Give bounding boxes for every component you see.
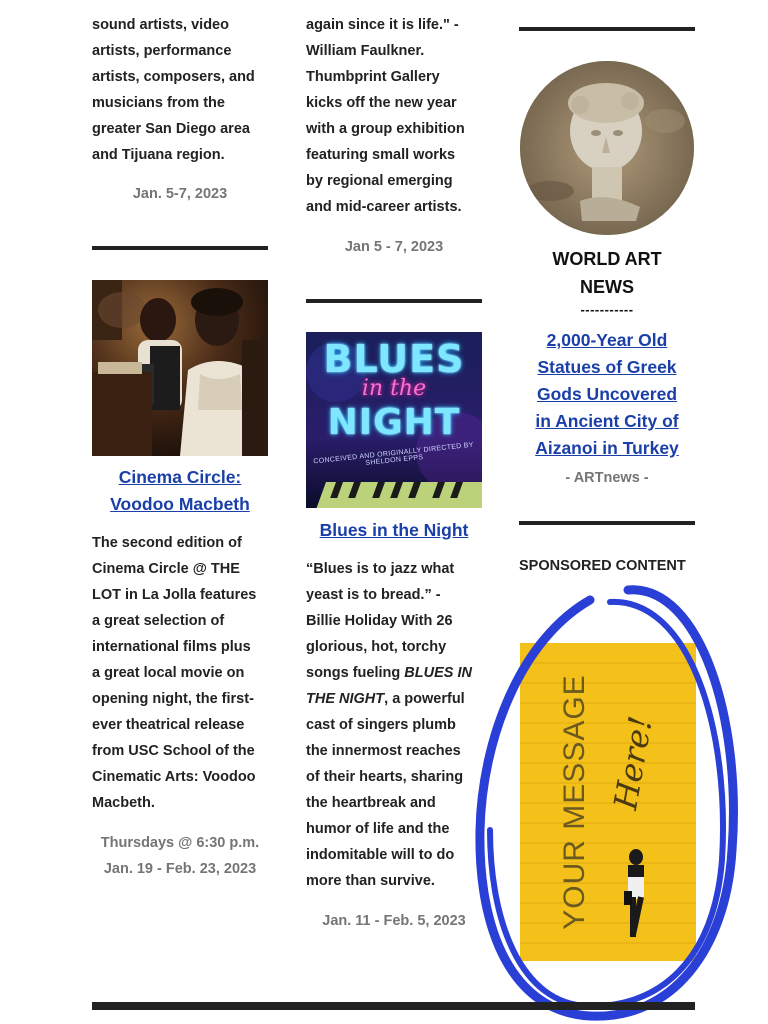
text-line: opening night, the first-: [92, 691, 254, 707]
emphasized-title: THE NIGHT: [306, 691, 385, 707]
text-line: Thumbprint Gallery: [306, 69, 440, 85]
text-line: more than survive.: [306, 873, 435, 889]
poster-credit: CONCEIVED AND ORIGINALLY DIRECTED BY SHELDON EPPS: [313, 441, 475, 467]
ad-text-your-message: YOUR MESSAGE: [558, 674, 591, 930]
text-line: artists, composers, and: [92, 69, 255, 85]
section-divider: [306, 299, 482, 303]
section-divider: [92, 246, 268, 250]
event-dates: Jan. 19 - Feb. 23, 2023: [103, 861, 257, 877]
section-divider: [519, 27, 695, 31]
text-line: indomitable will to do: [306, 847, 455, 863]
heading-dashes: -----------: [580, 302, 634, 317]
text-line: international films plus: [92, 639, 251, 655]
text-line: Billie Holiday With 26: [306, 613, 453, 629]
title-line: Cinema Circle:: [118, 467, 242, 487]
poster-title-in-the: in the: [361, 376, 427, 401]
statue-illustration: [520, 61, 694, 235]
text-line: Cinema Circle @ THE: [92, 561, 240, 577]
greek-statue-image[interactable]: [520, 61, 694, 235]
text-fragment: , a powerful: [384, 691, 465, 707]
blues-in-the-night-title-link[interactable]: Blues in the Night: [319, 520, 469, 540]
intro-date: Jan. 5-7, 2023: [132, 186, 228, 202]
text-line: artists, performance: [92, 43, 232, 59]
cinema-circle-description: [92, 530, 272, 816]
text-line: kicks off the new year: [306, 95, 457, 111]
text-line: the innermost reaches: [306, 743, 461, 759]
text-line: featuring small works: [306, 147, 456, 163]
thumbprint-intro-text: [306, 12, 486, 220]
blues-description: [306, 556, 486, 894]
text-line: cast of singers plumb: [306, 717, 456, 733]
ad-text-here: Here!: [606, 713, 660, 813]
emphasized-title: BLUES IN: [404, 665, 472, 681]
event-time: Thursdays @ 6:30 p.m.: [100, 835, 260, 851]
thumbprint-date: Jan 5 - 7, 2023: [344, 239, 444, 255]
text-line: and Tijuana region.: [92, 147, 225, 163]
text-line: [306, 686, 486, 712]
text-line: yeast is to bread.” -: [306, 587, 441, 603]
text-line: the heartbreak and: [306, 795, 436, 811]
link-line: Statues of Greek: [537, 357, 677, 377]
text-line: musicians from the: [92, 95, 225, 111]
text-fragment: songs fueling: [306, 665, 401, 681]
circle-annotation: [460, 580, 750, 1024]
text-line: by regional emerging: [306, 173, 453, 189]
text-line: Macbeth.: [92, 795, 155, 811]
text-line: and mid-career artists.: [306, 199, 462, 215]
text-line: Cinematic Arts: Voodoo: [92, 769, 256, 785]
text-line: “Blues is to jazz what: [306, 561, 455, 577]
film-still-illustration: [92, 280, 268, 456]
heading-line: NEWS: [580, 277, 634, 297]
text-line: William Faulkner.: [306, 43, 425, 59]
link-line: 2,000-Year Old: [546, 330, 668, 350]
text-line: [306, 660, 486, 686]
link-line: Aizanoi in Turkey: [535, 438, 679, 458]
text-line: LOT in La Jolla features: [92, 587, 257, 603]
text-line: a great local movie on: [92, 665, 245, 681]
poster-title-night: NIGHT: [327, 402, 461, 443]
heading-line: WORLD ART: [552, 249, 662, 269]
link-line: in Ancient City of: [535, 411, 679, 431]
text-line: glorious, hot, torchy: [306, 639, 447, 655]
text-line: from USC School of the: [92, 743, 255, 759]
blues-in-the-night-poster[interactable]: [306, 332, 482, 508]
text-line: with a group exhibition: [306, 121, 465, 137]
poster-title-blues: BLUES: [323, 337, 465, 381]
world-art-news-heading: [519, 245, 695, 301]
text-line: The second edition of: [92, 535, 242, 551]
text-line: greater San Diego area: [92, 121, 250, 137]
sponsored-content-label: SPONSORED CONTENT: [519, 558, 686, 574]
blues-dates: Jan. 11 - Feb. 5, 2023: [322, 913, 466, 929]
text-line: again since it is life." -: [306, 17, 459, 33]
text-line: a great selection of: [92, 613, 225, 629]
text-line: of their hearts, sharing: [306, 769, 464, 785]
link-line: Gods Uncovered: [536, 384, 678, 404]
greek-statues-news-link[interactable]: [519, 327, 695, 462]
news-source: - ARTnews -: [565, 470, 649, 486]
text-line: humor of life and the: [306, 821, 450, 837]
intro-text: [92, 12, 272, 168]
title-line: Voodoo Macbeth: [110, 494, 250, 514]
cinema-circle-title-link[interactable]: [92, 464, 268, 518]
cinema-circle-image[interactable]: [92, 280, 268, 456]
text-line: ever theatrical release: [92, 717, 245, 733]
section-divider: [519, 521, 695, 525]
text-line: sound artists, video: [92, 17, 229, 33]
footer-divider: [92, 1002, 695, 1010]
